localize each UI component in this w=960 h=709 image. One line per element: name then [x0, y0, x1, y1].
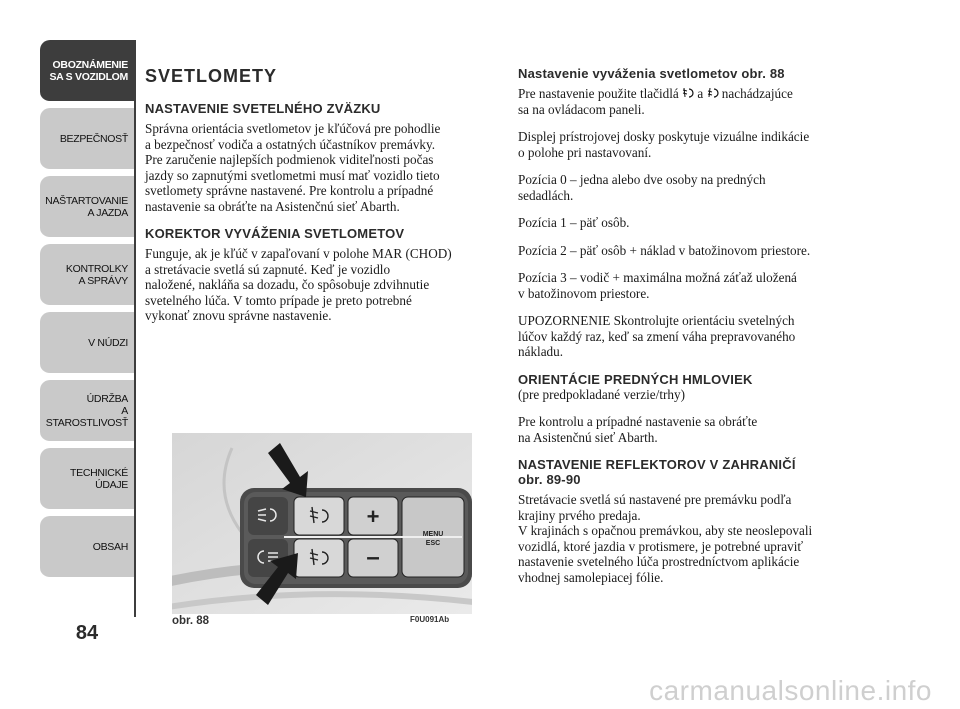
tab-oboznamenie[interactable] [40, 40, 134, 102]
section-text: Pozícia 0 – jedna alebo dve osoby na predných sedadlách. [518, 172, 766, 203]
fog-light-button [248, 497, 288, 535]
section-heading: NASTAVENIE REFLEKTOROV V ZAHRANIČÍ obr. 89-90 [518, 457, 796, 487]
sidebar-divider [134, 40, 136, 617]
section-text: Pozícia 2 – päť osôb + náklad v batožinovom priestore. [518, 242, 811, 258]
page-title: SVETLOMETY [145, 66, 278, 86]
section-text: Displej prístrojovej dosky poskytuje vizuálne indikácie o polohe pri nastavovaní. [518, 129, 810, 160]
figure-caption: obr. 88 [172, 615, 210, 627]
text-fragment: a [694, 86, 707, 101]
tab-label: TECHNICKÉ ÚDAJE [70, 466, 128, 491]
section-heading: KOREKTOR VYVÁŽENIA SVETLOMETOV [145, 226, 405, 241]
tab-label: NAŠTARTOVANIE A JAZDA [45, 194, 128, 219]
left-column [145, 66, 500, 336]
section-text: Pozícia 1 – päť osôb. [518, 215, 630, 230]
tab-label: ÚDRŽBA A STAROSTLIVOSŤ [45, 392, 128, 429]
tab-label: KONTROLKY A SPRÁVY [65, 262, 128, 287]
control-panel-illustration [172, 433, 472, 614]
beam-up-icon [682, 87, 694, 99]
text-fragment: Pre nastavenie použite tlačidlá [518, 86, 683, 101]
section-text: Pre kontrolu a prípadné nastavenie sa obráťte na Asistenčnú sieť Abarth. [518, 414, 758, 445]
right-column [518, 66, 888, 597]
section-text: Funguje, ak je kľúč v zapaľovaní v polohe MAR (CHOD) a stretávacie svetlá sú zapnuté. Keď je vozidlo naložené, nakláňa sa dozadu, čo spôsobuje zdvihnutie svetelného lúča. V tomto prípade je preto potrebné vykonať znovu správne nastavenie. [145, 246, 452, 323]
section-heading: NASTAVENIE SVETELNÉHO ZVÄZKU [145, 101, 381, 116]
tab-v-nudzi[interactable] [40, 312, 134, 374]
page-number: 84 [75, 622, 99, 644]
beam-down-icon [707, 87, 719, 99]
section-text: Pozícia 3 – vodič + maximálna možná záťaž uložená v batožinovom priestore. [518, 270, 797, 301]
tab-bezpecnost[interactable] [40, 108, 134, 170]
menu-label: MENU [422, 531, 444, 538]
text-fragment: nachádzajúce sa na ovládacom paneli. [518, 86, 793, 117]
tab-technicke-udaje[interactable] [40, 448, 134, 510]
tab-udrzba[interactable] [40, 380, 134, 442]
figure-control-panel [172, 433, 472, 614]
section-text [518, 86, 888, 117]
section-heading: ORIENTÁCIE PREDNÝCH HMLOVIEK [518, 371, 753, 387]
section-subheading: (pre predpokladané verzie/trhy) [518, 386, 685, 402]
figure-code: F0U091Ab [410, 615, 450, 624]
watermark: carmanualsonline.info [649, 675, 932, 706]
tab-label: OBOZNÁMENIE SA S VOZIDLOM [49, 58, 128, 83]
tab-label: OBSAH [92, 540, 128, 553]
tab-label: BEZPEČNOSŤ [59, 132, 128, 145]
tab-kontrolky[interactable] [40, 244, 134, 306]
warning-text: UPOZORNENIE Skontrolujte orientáciu svetelných lúčov každý raz, keď sa zmení váha prepravovaného nákladu. [518, 313, 796, 359]
tab-obsah[interactable] [40, 516, 134, 578]
esc-label: ESC [425, 540, 441, 547]
section-heading: Nastavenie vyváženia svetlometov obr. 88 [518, 66, 785, 81]
section-text: Správna orientácia svetlometov je kľúčová pre pohodlie a bezpečnosť vodiča a ostatných účastníkov premávky. Pre zaručenie najlepších podmienok viditeľnosti počas jazdy so zapnutými svetlometmi musí mať vozidlo tieto svetlomety správne nastavené. Pre kontrolu a prípadné nastavenie sa obráťte na Asistenčnú sieť Abarth. [145, 121, 441, 214]
section-text: Stretávacie svetlá sú nastavené pre premávku podľa krajiny prvého predaja. V krajinách s opačnou premávkou, aby ste neoslepovali vozidlá, ktoré jazdia v protismere, je potrebné upraviť nastavenie svetelného lúča prostredníctvom aplikácie vhodnej samolepiacej fólie. [518, 492, 813, 585]
tab-nastartovanie[interactable] [40, 176, 134, 238]
plus-label: + [366, 504, 380, 529]
tab-label: V NÚDZI [88, 336, 128, 349]
minus-label: – [366, 544, 380, 571]
